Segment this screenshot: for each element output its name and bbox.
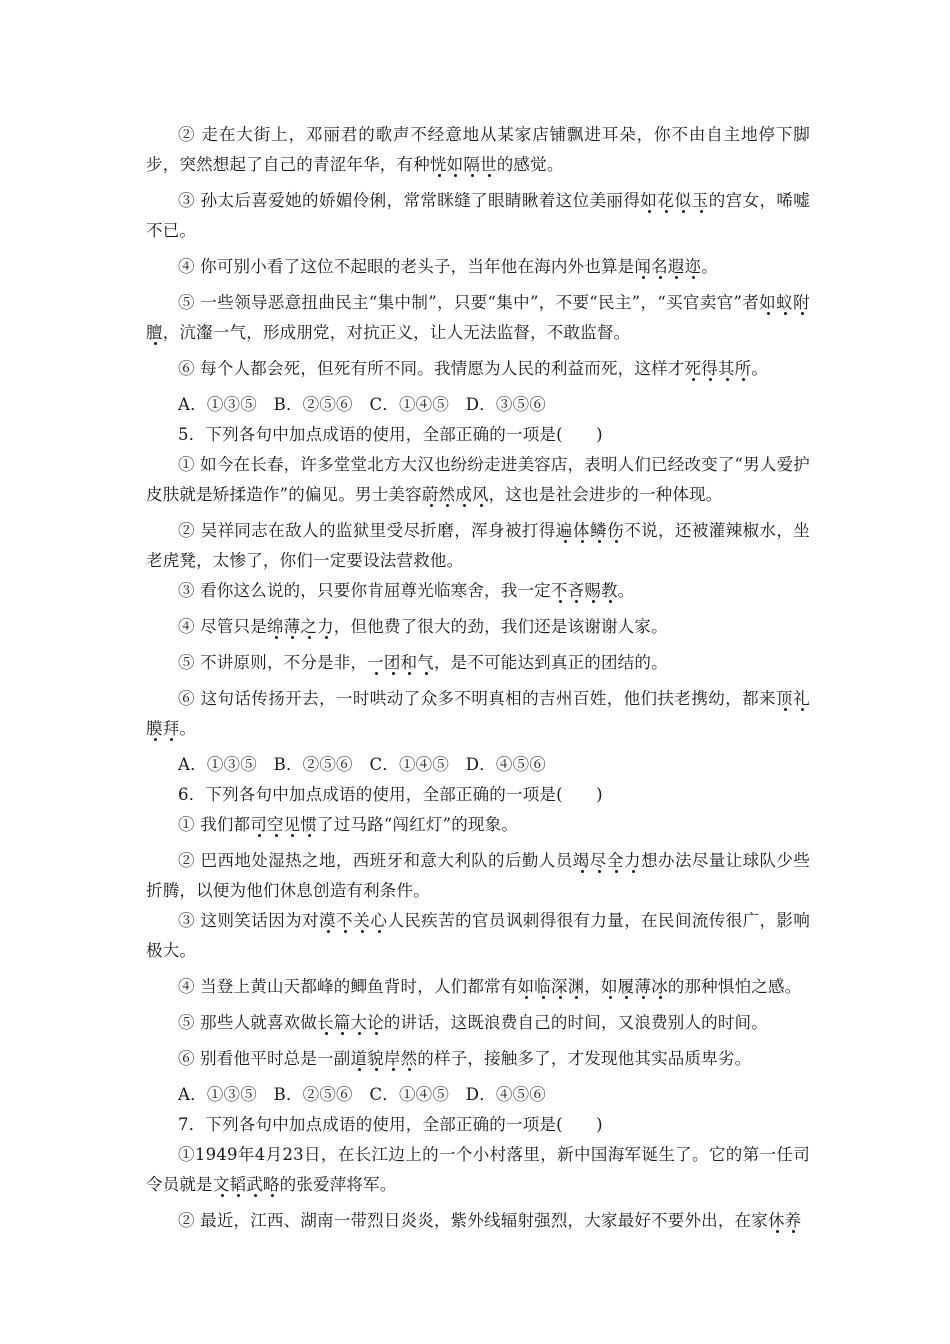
paragraph [146, 576, 810, 606]
paragraph-text: ①1949年4月23日，在长江边上的一个小村落里，新中国海军诞生了。它的第一任司令员就是 [146, 1145, 810, 1194]
paragraph-text: 6．下列各句中加点成语的使用，全部正确的一项是( ) [178, 785, 603, 804]
paragraph [146, 516, 810, 576]
paragraph-text: ② 吴祥同志在敌人的监狱里受尽折磨，浑身被打得 [178, 521, 556, 540]
paragraph [146, 648, 810, 678]
paragraph [146, 120, 810, 180]
emphasized-idiom: 一团和气 [367, 653, 434, 672]
emphasized-idiom: 如蚁附膻 [146, 293, 811, 342]
paragraph-text: ④ 当登上黄山天都峰的鲫鱼背时，人们都常有 [178, 977, 518, 996]
paragraph [146, 450, 810, 510]
paragraph-text: ③ 看你这么说的，只要你肯屈尊光临寒舍，我一定 [178, 581, 551, 600]
emphasized-idiom: 不吝赐教 [550, 581, 618, 600]
paragraph-text: ⑥ 每个人都会死，但死有所不同。我情愿为人民的利益而死，这样才 [178, 359, 685, 378]
emphasized-idiom: 休养 [767, 1211, 802, 1230]
paragraph-text: A．①③⑤ B．②⑤⑥ C．①④⑤ D．③⑤⑥ [178, 395, 546, 414]
paragraph-text: ② 巴西地处湿热之地，西班牙和意大利队的后勤人员 [178, 851, 573, 870]
paragraph [146, 420, 810, 450]
paragraph [146, 186, 810, 246]
emphasized-idiom: 道貌岸然 [350, 1049, 418, 1068]
paragraph-text: ⑤ 一些领导恶意扭曲民主“集中制”，只要“集中”，不要“民主”，“买官卖官”者 [178, 293, 760, 312]
emphasized-idiom: 遍体鳞伤 [555, 521, 624, 540]
paragraph-text: 。 [701, 257, 718, 276]
paragraph-text: 想办法尽量让球队少些折腾，以便为他们休息创造有利条件。 [146, 851, 811, 900]
paragraph [146, 1008, 810, 1038]
paragraph [146, 288, 810, 348]
paragraph-text: 人民疾苦的官员讽刺得很有力量，在民间流传很广，影响极大。 [146, 911, 811, 960]
paragraph-text: ② 走在大街上，邓丽君的歌声不经意地从某家店铺飘进耳朵，你不由自主地停下脚步，突然想起了自己的青涩年华，有种 [146, 125, 810, 174]
emphasized-idiom: 闻名遐迩 [634, 257, 702, 276]
paragraph-text: ⑤ 不讲原则，不分是非， [178, 653, 368, 672]
emphasized-idiom: 如临深渊，如履薄冰 [517, 977, 668, 996]
paragraph [146, 390, 810, 420]
paragraph-text: 了过马路“闯红灯”的现象。 [317, 815, 519, 834]
paragraph-text: ④ 尽管只是 [178, 617, 267, 636]
paragraph [146, 750, 810, 780]
paragraph [146, 1206, 810, 1236]
paragraph [146, 780, 810, 810]
emphasized-idiom: 司空见惯 [250, 815, 318, 834]
paragraph-text: ③ 这则笑话因为对 [178, 911, 319, 930]
page-content [146, 120, 810, 1236]
paragraph-text: 不说，还被灌辣椒水，坐老虎凳，太惨了，你们一定要设法营救他。 [146, 521, 810, 570]
paragraph [146, 1080, 810, 1110]
paragraph-text: 7．下列各句中加点成语的使用，全部正确的一项是( ) [178, 1115, 603, 1134]
paragraph-text: 的宫女，唏嘘不已。 [146, 191, 811, 240]
paragraph-text: 。 [179, 719, 197, 738]
emphasized-idiom: 顶礼膜拜 [146, 689, 810, 738]
emphasized-idiom: 文韬武略 [212, 1175, 280, 1194]
paragraph [146, 972, 810, 1002]
paragraph [146, 846, 810, 906]
emphasized-idiom: 漠不关心 [318, 911, 388, 930]
paragraph [146, 1110, 810, 1140]
paragraph-text: ，是不可能达到真正的团结的。 [433, 653, 668, 672]
paragraph-text: A．①③⑤ B．②⑤⑥ C．①④⑤ D．④⑤⑥ [178, 1085, 546, 1104]
paragraph-text: 的张爱萍将军。 [279, 1175, 397, 1194]
paragraph-text: ② 最近，江西、湖南一带烈日炎炎，紫外线辐射强烈，大家最好不要外出，在家 [178, 1211, 768, 1230]
paragraph [146, 252, 810, 282]
paragraph-text: ③ 孙太后喜爱她的娇媚伶俐，常常眯缝了眼睛瞅着这位美丽得 [178, 191, 641, 210]
paragraph [146, 354, 810, 384]
paragraph-text: 。 [617, 581, 635, 600]
emphasized-idiom: 蔚然成风 [421, 485, 489, 504]
paragraph-text: ，这也是社会进步的一种体现。 [488, 485, 723, 504]
paragraph [146, 1044, 810, 1074]
paragraph-text: 。 [751, 359, 768, 378]
paragraph-text: ① 如今在长春，许多堂堂北方大汉也纷纷走进美容店，表明人们已经改变了“男人爱护皮肤就是矫揉造作”的偏见。男士美容 [146, 455, 810, 504]
emphasized-idiom: 绵薄之力 [266, 617, 334, 636]
paragraph [146, 612, 810, 642]
paragraph-text: 5．下列各句中加点成语的使用，全部正确的一项是( ) [178, 425, 603, 444]
emphasized-idiom: 长篇大论 [317, 1013, 384, 1032]
paragraph [146, 684, 810, 744]
paragraph [146, 906, 810, 966]
emphasized-idiom: 竭尽全力 [572, 851, 641, 870]
paragraph-text: 的讲话，这既浪费自己的时间，又浪费别人的时间。 [383, 1013, 768, 1032]
emphasized-idiom: 如花似玉 [640, 191, 709, 210]
paragraph-text: ① 我们都 [178, 815, 251, 834]
paragraph-text: ⑥ 这句话传扬开去，一时哄动了众多不明真相的吉州百姓，他们扶老携幼，都来 [178, 689, 776, 708]
paragraph [146, 810, 810, 840]
paragraph-text: 的那种惧怕之感。 [667, 977, 802, 996]
emphasized-idiom: 恍如隔世 [429, 155, 497, 174]
paragraph-text: ⑤ 那些人就喜欢做 [178, 1013, 318, 1032]
paragraph-text: ⑥ 别看他平时总是一副 [178, 1049, 351, 1068]
paragraph-text: 的样子，接触多了，才发现他其实品质卑劣。 [417, 1049, 752, 1068]
paragraph-text: 的感觉。 [496, 155, 564, 174]
paragraph-text: ，沆瀣一气，形成朋党，对抗正义，让人无法监督，不敢监督。 [162, 323, 631, 342]
paragraph-text: A．①③⑤ B．②⑤⑥ C．①④⑤ D．④⑤⑥ [178, 755, 546, 774]
paragraph [146, 1140, 810, 1200]
paragraph-text: ，但他费了很大的劲，我们还是该谢谢人家。 [333, 617, 668, 636]
paragraph-text: ④ 你可别小看了这位不起眼的老头子，当年他在海内外也算是 [178, 257, 635, 276]
emphasized-idiom: 死得其所 [684, 359, 752, 378]
